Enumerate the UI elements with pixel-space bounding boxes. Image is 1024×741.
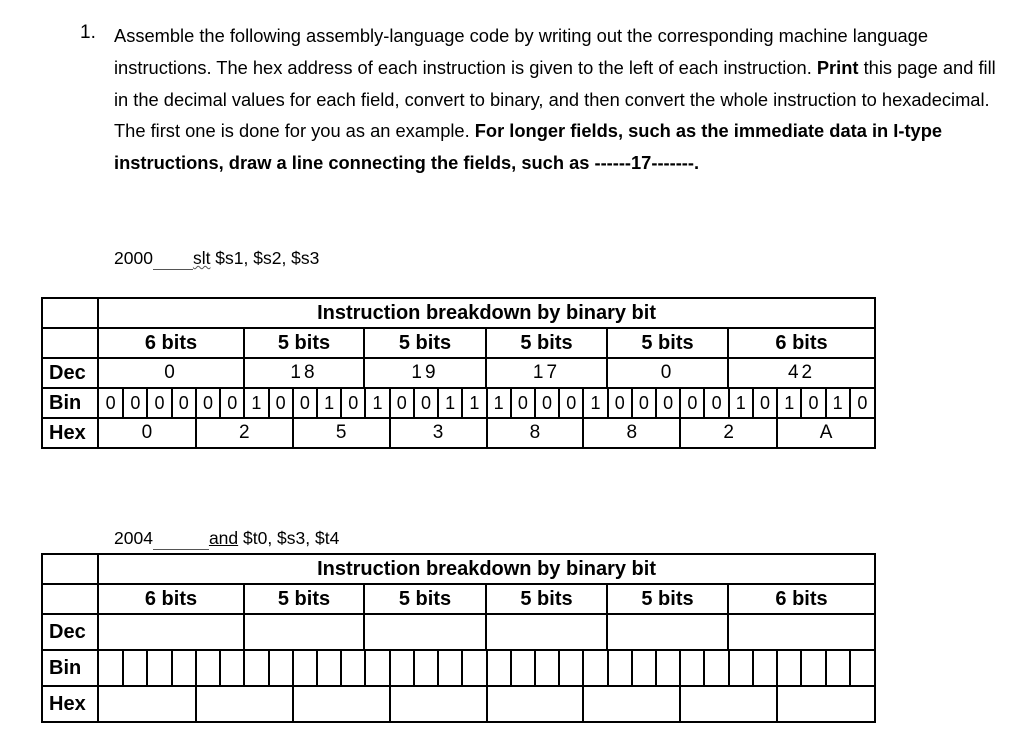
instruction-line-1 (114, 248, 319, 270)
address-blank-line (153, 248, 193, 270)
bin-cell[interactable] (680, 651, 704, 685)
bin-cell[interactable]: 0 (390, 389, 414, 417)
bin-cell[interactable]: 0 (608, 389, 632, 417)
corner-cell (42, 328, 98, 358)
instruction-table-1 (41, 297, 876, 449)
bin-cell[interactable]: 0 (220, 389, 244, 417)
bin-grid (99, 651, 874, 685)
bin-cell[interactable] (777, 651, 801, 685)
dec-cell[interactable] (98, 614, 244, 650)
bin-cell[interactable] (583, 651, 607, 685)
table-title: Instruction breakdown by binary bit (98, 298, 875, 328)
bin-cell[interactable] (704, 651, 728, 685)
dec-cell[interactable]: 42 (728, 358, 875, 388)
bin-cell[interactable] (850, 651, 874, 685)
instruction-table-2 (41, 553, 876, 723)
bin-cell[interactable]: 0 (172, 389, 196, 417)
row-label-bin: Bin (42, 388, 98, 418)
bin-cell[interactable] (341, 651, 365, 685)
bin-cell[interactable] (559, 651, 583, 685)
bin-cell[interactable] (753, 651, 777, 685)
bin-cell[interactable]: 0 (511, 389, 535, 417)
hex-cell[interactable]: A (777, 419, 874, 447)
bin-cell[interactable] (535, 651, 559, 685)
bin-cell[interactable] (99, 651, 123, 685)
field-header: 6 bits (728, 328, 875, 358)
hex-cell[interactable] (390, 687, 487, 721)
bin-cell[interactable]: 1 (487, 389, 511, 417)
instruction-opcode: and (208, 528, 239, 548)
bin-cell[interactable] (462, 651, 486, 685)
question-text (114, 20, 1014, 179)
bin-cell[interactable] (438, 651, 462, 685)
dec-cell[interactable] (244, 614, 364, 650)
bin-cell[interactable] (511, 651, 535, 685)
bin-cell[interactable] (220, 651, 244, 685)
field-header: 5 bits (486, 584, 607, 614)
hex-cell[interactable]: 8 (583, 419, 680, 447)
bin-cell[interactable]: 0 (196, 389, 220, 417)
address-blank-line (153, 528, 209, 550)
hex-cell[interactable] (777, 687, 874, 721)
corner-cell (42, 298, 98, 328)
instruction-address: 2000 (114, 248, 153, 268)
bin-cell[interactable]: 1 (438, 389, 462, 417)
bin-cell[interactable]: 0 (850, 389, 874, 417)
bin-cell[interactable]: 0 (656, 389, 680, 417)
row-label-bin: Bin (42, 650, 98, 686)
bin-cell[interactable]: 1 (583, 389, 607, 417)
dec-cell[interactable]: 19 (364, 358, 486, 388)
bin-cell[interactable] (123, 651, 147, 685)
field-header: 5 bits (607, 328, 728, 358)
hex-cell[interactable] (196, 687, 293, 721)
dec-cell[interactable]: 0 (607, 358, 728, 388)
dec-cell[interactable]: 0 (98, 358, 244, 388)
hex-cell[interactable] (99, 687, 196, 721)
corner-cell (42, 554, 98, 584)
question-number: 1. (80, 22, 96, 43)
bin-cell[interactable] (826, 651, 850, 685)
bin-grid (99, 389, 874, 417)
instruction-address: 2004 (114, 528, 153, 548)
bin-cell[interactable] (293, 651, 317, 685)
bin-cell[interactable]: 1 (777, 389, 801, 417)
bin-cell[interactable]: 1 (826, 389, 850, 417)
corner-cell (42, 584, 98, 614)
hex-cell[interactable]: 5 (293, 419, 390, 447)
bin-cell[interactable]: 0 (801, 389, 825, 417)
hex-cell[interactable] (680, 687, 777, 721)
field-header: 6 bits (98, 584, 244, 614)
field-header: 5 bits (607, 584, 728, 614)
bin-cell[interactable]: 0 (535, 389, 559, 417)
hex-cell[interactable]: 8 (487, 419, 584, 447)
instructions-text: this page and fill in the decimal values for each field, convert to binary, and then convert the whole instruction to hexadecimal. The first one is done for you as an example. (114, 56, 996, 142)
bin-cell[interactable]: 0 (632, 389, 656, 417)
bin-cell[interactable]: 0 (414, 389, 438, 417)
field-header: 5 bits (244, 328, 364, 358)
bin-cell[interactable] (608, 651, 632, 685)
hex-row (98, 418, 875, 448)
instruction-operands: $t0, $s3, $t4 (238, 528, 340, 548)
hex-cell[interactable]: 3 (390, 419, 487, 447)
field-header: 5 bits (364, 584, 486, 614)
bin-cell[interactable]: 0 (704, 389, 728, 417)
bin-cell[interactable]: 0 (559, 389, 583, 417)
bin-row (98, 650, 875, 686)
print-emphasis: Print (816, 56, 859, 78)
row-label-hex: Hex (42, 686, 98, 722)
hex-cell[interactable]: 0 (99, 419, 196, 447)
bin-cell[interactable]: 0 (753, 389, 777, 417)
bin-cell[interactable] (801, 651, 825, 685)
hex-cell[interactable] (487, 687, 584, 721)
dec-cell[interactable]: 18 (244, 358, 364, 388)
instruction-opcode: slt (192, 248, 211, 268)
bin-cell[interactable] (172, 651, 196, 685)
bin-cell[interactable]: 0 (341, 389, 365, 417)
bin-cell[interactable] (244, 651, 268, 685)
dec-cell[interactable] (728, 614, 875, 650)
bin-cell[interactable] (365, 651, 389, 685)
field-header: 5 bits (486, 328, 607, 358)
hex-grid (99, 687, 874, 721)
field-header: 6 bits (728, 584, 875, 614)
dec-cell[interactable] (607, 614, 728, 650)
bin-cell[interactable] (196, 651, 220, 685)
table-title: Instruction breakdown by binary bit (98, 554, 875, 584)
hex-cell[interactable]: 2 (196, 419, 293, 447)
bin-row (98, 388, 875, 418)
bin-cell[interactable]: 0 (99, 389, 123, 417)
row-label-dec: Dec (42, 614, 98, 650)
field-header: 5 bits (244, 584, 364, 614)
row-label-hex: Hex (42, 418, 98, 448)
intro-text: Assemble the following assembly-language code by writing out the corresponding machine language instructions. The hex address of each instruction is given to the left of each instruction. (114, 25, 929, 78)
hex-cell[interactable] (293, 687, 390, 721)
bin-cell[interactable]: 1 (365, 389, 389, 417)
bin-cell[interactable]: 1 (462, 389, 486, 417)
hex-row (98, 686, 875, 722)
bin-cell[interactable] (414, 651, 438, 685)
hex-grid (99, 419, 874, 447)
instruction-line-2 (114, 528, 339, 550)
field-header: 5 bits (364, 328, 486, 358)
hex-cell[interactable] (583, 687, 680, 721)
bin-cell[interactable] (317, 651, 341, 685)
bin-cell[interactable] (269, 651, 293, 685)
row-label-dec: Dec (42, 358, 98, 388)
instruction-operands: $s1, $s2, $s3 (210, 248, 320, 268)
bin-cell[interactable]: 1 (317, 389, 341, 417)
bin-cell[interactable]: 0 (680, 389, 704, 417)
bin-cell[interactable]: 1 (729, 389, 753, 417)
bin-cell[interactable]: 1 (244, 389, 268, 417)
bin-cell[interactable] (487, 651, 511, 685)
bin-cell[interactable] (147, 651, 171, 685)
bin-cell[interactable]: 0 (123, 389, 147, 417)
bin-cell[interactable]: 0 (147, 389, 171, 417)
bin-cell[interactable] (729, 651, 753, 685)
bin-cell[interactable] (656, 651, 680, 685)
bin-cell[interactable]: 0 (293, 389, 317, 417)
field-header: 6 bits (98, 328, 244, 358)
longer-fields-note: For longer fields, such as the immediate data in I-type instructions, draw a line connecting the fields, such as ------17-------. (114, 120, 943, 174)
bin-cell[interactable]: 0 (269, 389, 293, 417)
hex-cell[interactable]: 2 (680, 419, 777, 447)
dec-cell[interactable] (486, 614, 607, 650)
dec-cell[interactable] (364, 614, 486, 650)
bin-cell[interactable] (632, 651, 656, 685)
bin-cell[interactable] (390, 651, 414, 685)
dec-cell[interactable]: 17 (486, 358, 607, 388)
